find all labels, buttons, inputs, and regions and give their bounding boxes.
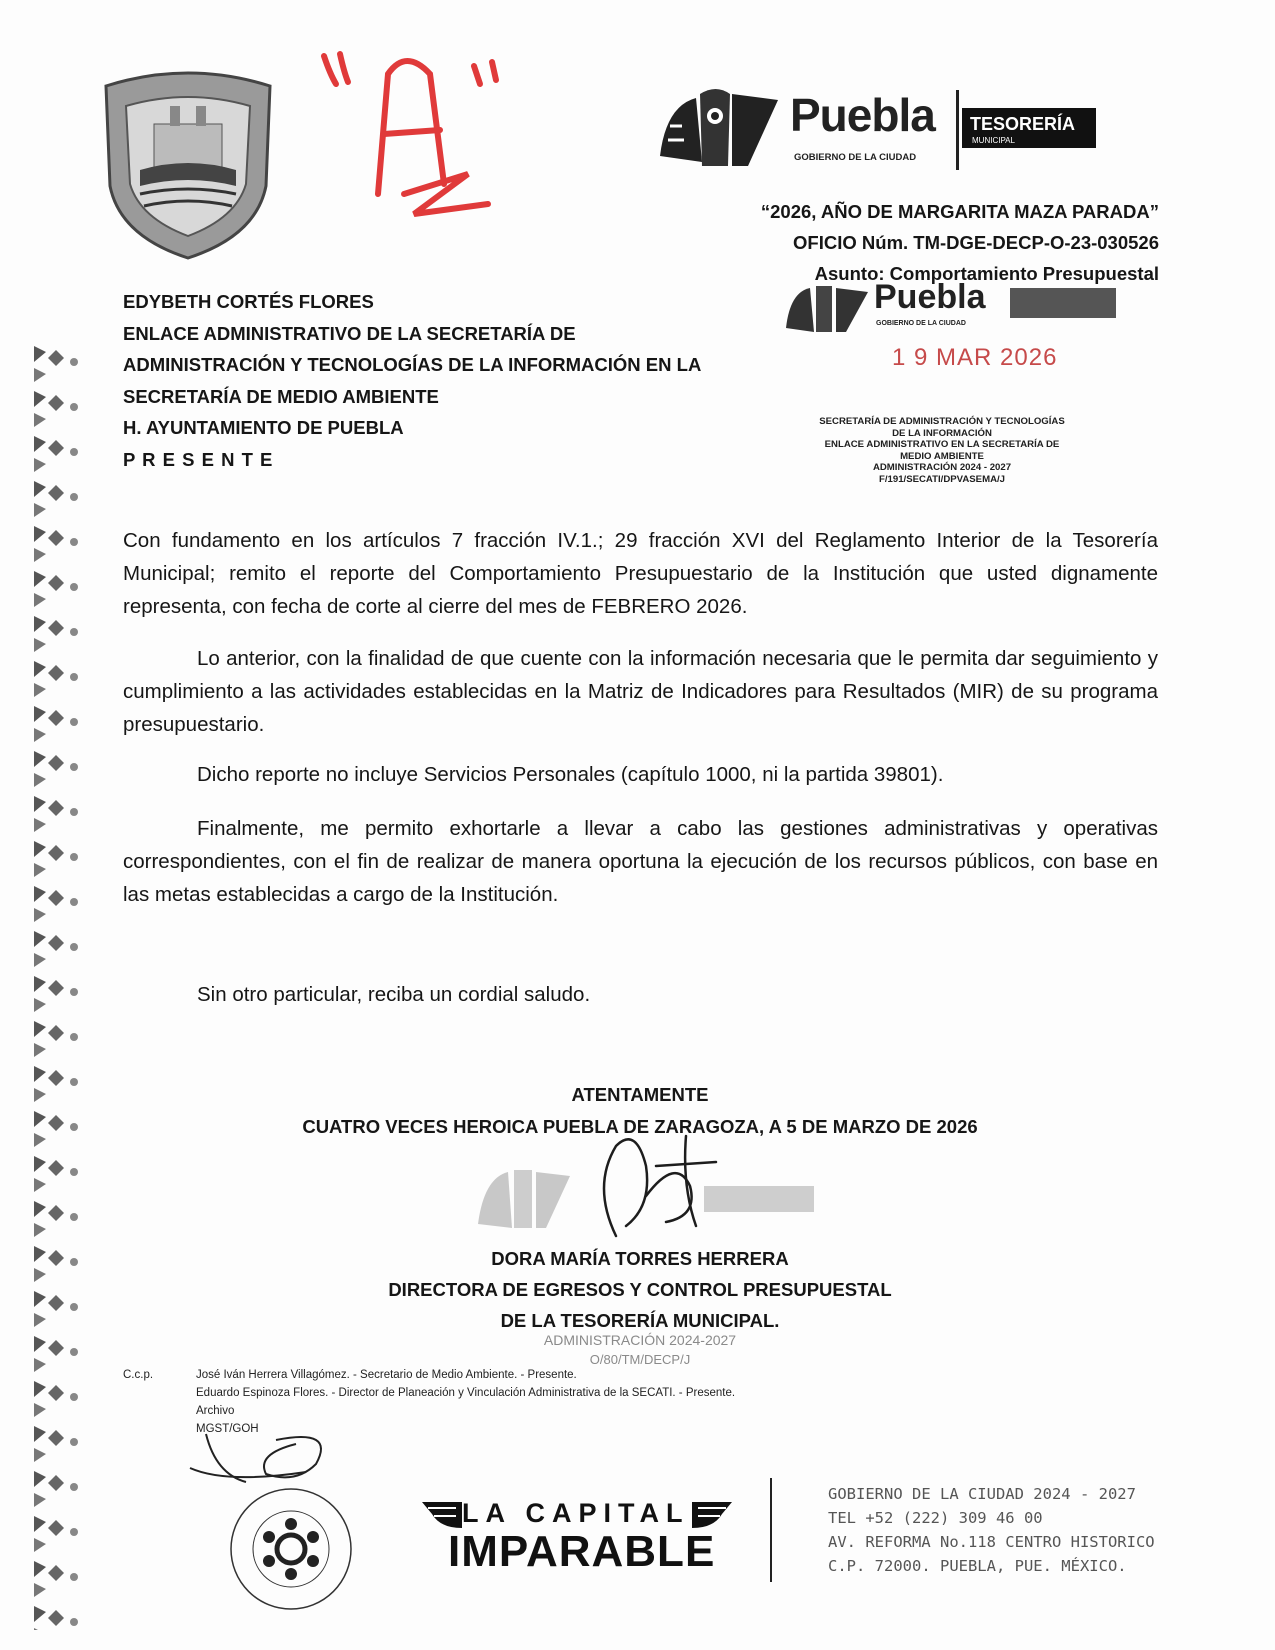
stamp-line: ADMINISTRACIÓN 2024 - 2027 bbox=[872, 462, 1012, 474]
igualdad-laboral-seal bbox=[228, 1486, 354, 1612]
initials-scribble bbox=[186, 1424, 346, 1488]
received-stamp bbox=[782, 278, 1132, 502]
footer-info-line: C.P. 72000. PUEBLA, PUE. MÉXICO. bbox=[828, 1557, 1127, 1575]
faded-emblem-icon bbox=[474, 1164, 574, 1234]
stamp-emblem-icon bbox=[782, 282, 872, 334]
recipient-line: ADMINISTRACIÓN Y TECNOLOGÍAS DE LA INFORMACIÓN EN LA bbox=[123, 354, 702, 376]
footer-info bbox=[828, 1482, 1155, 1578]
tesoreria-title: TESORERÍA bbox=[970, 114, 1076, 134]
brand-subtitle: GOBIERNO DE LA CIUDAD bbox=[794, 152, 917, 163]
received-date: 1 9 MAR 2026 bbox=[892, 344, 1058, 371]
faded-stamp-admin: ADMINISTRACIÓN 2024-2027 bbox=[543, 1332, 737, 1348]
stamp-black-badge bbox=[1010, 288, 1116, 318]
atentamente: ATENTAMENTE bbox=[571, 1084, 709, 1105]
slogan-bottom: IMPARABLE bbox=[448, 1527, 716, 1576]
footer-info-line: GOBIERNO DE LA CIUDAD 2024 - 2027 bbox=[828, 1485, 1136, 1503]
recipient-line: SECRETARÍA DE MEDIO AMBIENTE bbox=[123, 385, 439, 407]
stamp-brand-name: Puebla bbox=[874, 278, 986, 316]
tesoreria-badge bbox=[962, 108, 1096, 148]
footer-divider bbox=[770, 1478, 772, 1582]
place-date: CUATRO VECES HEROICA PUEBLA DE ZARAGOZA, A 5 DE MARZO DE 2026 bbox=[302, 1116, 978, 1137]
signer-name: DORA MARÍA TORRES HERRERA bbox=[491, 1248, 789, 1269]
ccp-line: Eduardo Espinoza Flores. - Director de Planeación y Vinculación Administrativa de la SECATI. - Presente. bbox=[196, 1387, 736, 1399]
puebla-emblem-icon bbox=[656, 86, 786, 172]
closing-line: Sin otro particular, reciba un cordial saludo. bbox=[197, 983, 591, 1006]
body-paragraph-2: Lo anterior, con la finalidad de que cuente con la información necesaria que le permita dar seguimiento y cumplimiento a las actividades establecidas en la Matriz de Indicadores para Resultados (MIR) de su programa presupuestario. bbox=[123, 647, 1158, 736]
stamp-line: MEDIO AMBIENTE bbox=[900, 450, 984, 462]
footer-info-line: TEL +52 (222) 309 46 00 bbox=[828, 1509, 1043, 1527]
signer-title-1: DIRECTORA DE EGRESOS Y CONTROL PRESUPUESTAL bbox=[388, 1279, 892, 1300]
ccp-label: C.c.p. bbox=[123, 1369, 154, 1381]
igualdad-seal-icon bbox=[228, 1486, 354, 1612]
faded-stamp-code: O/80/TM/DECP/J bbox=[589, 1352, 691, 1367]
signer-title-2: DE LA TESORERÍA MUNICIPAL. bbox=[500, 1310, 780, 1331]
logo-divider bbox=[956, 90, 959, 170]
body-paragraph-1: Con fundamento en los artículos 7 fracción IV.1.; 29 fracción XVI del Reglamento Interior de la Tesorería Municipal; remito el reporte del Comportamiento Presupuestario de la Institución que usted dignamente representa, con fecha de corte al cierre del mes de FEBRERO 2026. bbox=[123, 529, 1158, 618]
brand-name: Puebla bbox=[790, 89, 935, 141]
recipient-line: ENLACE ADMINISTRATIVO DE LA SECRETARÍA DE bbox=[123, 322, 576, 344]
asunto: Asunto: Comportamiento Presupuestal bbox=[814, 263, 1159, 284]
stamp-line: SECRETARÍA DE ADMINISTRACIÓN Y TECNOLOGÍAS bbox=[819, 416, 1065, 427]
stamp-text bbox=[772, 416, 1112, 486]
header-references bbox=[639, 196, 1159, 289]
stamp-brand-subtitle: GOBIERNO DE LA CIUDAD bbox=[876, 320, 966, 327]
city-shield-seal-icon bbox=[96, 66, 280, 262]
ccp-line: MGST/GOH bbox=[196, 1423, 259, 1435]
body-paragraph-3: Dicho reporte no incluye Servicios Personales (capítulo 1000, ni la partida 39801). bbox=[197, 763, 944, 786]
handwritten-signature bbox=[586, 1126, 726, 1256]
stamp-line: DE LA INFORMACIÓN bbox=[892, 427, 992, 439]
oficio-number: OFICIO Núm. TM-DGE-DECP-O-23-030526 bbox=[793, 232, 1159, 253]
slogan-top: LA CAPITAL bbox=[462, 1498, 690, 1528]
puebla-tesoreria-logo bbox=[656, 86, 1096, 172]
recipient-line: H. AYUNTAMIENTO DE PUEBLA bbox=[123, 417, 404, 439]
handwritten-a-mark bbox=[318, 44, 518, 224]
stamp-line: F/191/SECATI/DPVASEMA/J bbox=[879, 473, 1005, 485]
ccp-line: José Iván Herrera Villagómez. - Secretario de Medio Ambiente. - Presente. bbox=[196, 1369, 577, 1381]
presente: P R E S E N T E bbox=[123, 448, 274, 470]
ccp-line: Archivo bbox=[196, 1405, 235, 1417]
stamp-line: ENLACE ADMINISTRATIVO EN LA SECRETARÍA DE bbox=[824, 439, 1060, 451]
year-motto: “2026, AÑO DE MARGARITA MAZA PARADA” bbox=[760, 201, 1159, 222]
tesoreria-subtitle: MUNICIPAL bbox=[972, 136, 1015, 145]
decorative-border bbox=[26, 340, 86, 1630]
footer-info-line: AV. REFORMA No.118 CENTRO HISTORICO bbox=[828, 1533, 1155, 1551]
recipient-name: EDYBETH CORTÉS FLORES bbox=[123, 291, 374, 312]
recipient-block bbox=[123, 286, 701, 476]
body-paragraph-4: Finalmente, me permito exhortarle a llevar a cabo las gestiones administrativas y operativas correspondientes, con el fin de realizar de manera oportuna la ejecución de los recursos públicos, con base en las metas establecidas a cargo de la Institución. bbox=[123, 817, 1158, 906]
